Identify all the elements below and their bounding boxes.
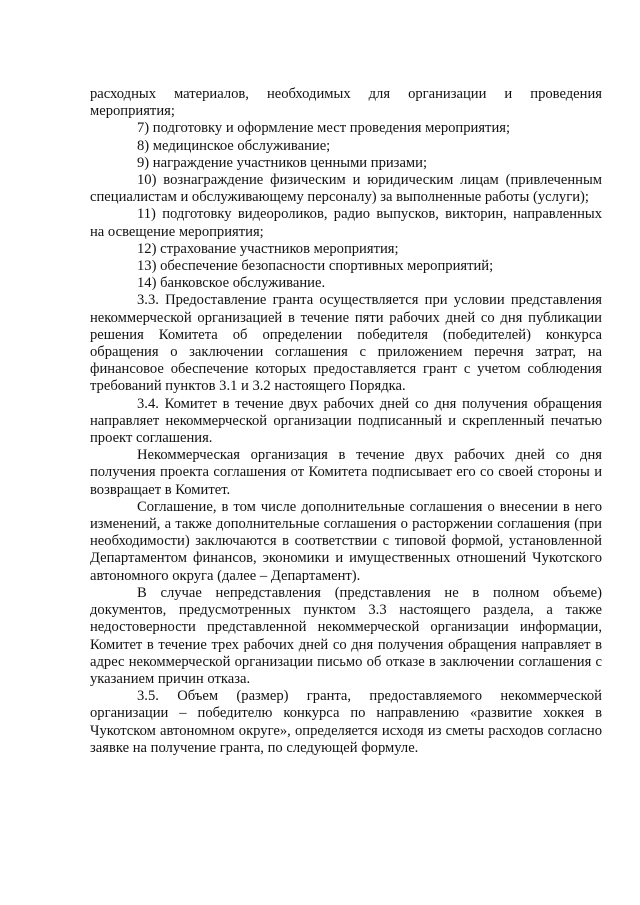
list-item-10: 10) вознаграждение физическим и юридическим лицам (привлеченным специалистам и обслуживающему персоналу) за выполненные работы (услуги); — [90, 172, 602, 206]
section-3-4: 3.4. Комитет в течение двух рабочих дней со дня получения обращения направляет некоммерческой организации подписанный и скрепленный печатью проект соглашения. — [90, 395, 602, 447]
list-item-11: 11) подготовку видеороликов, радио выпусков, викторин, направленных на освещение мероприятия; — [90, 206, 602, 240]
paragraph-expense-materials: расходных материалов, необходимых для организации и проведения мероприятия; — [90, 86, 602, 120]
list-item-9: 9) награждение участников ценными призами; — [137, 154, 428, 171]
list-item-14: 14) банковское обслуживание. — [137, 275, 326, 292]
paragraph-refusal: В случае непредставления (представления не в полном объеме) документов, предусмотренных пунктом 3.3 настоящего раздела, а также недостоверности представленной некоммерческой организации информации, Комитет в течение трех рабочих дней со дня получения обращения направляет в адрес некоммерческой организации письмо об отказе в заключении соглашения с указанием причин отказа. — [90, 584, 602, 687]
document-page — [90, 86, 602, 757]
list-item-7: 7) подготовку и оформление мест проведения мероприятия; — [137, 120, 511, 137]
paragraph-agreement-form: Соглашение, в том числе дополнительные соглашения о внесении в него изменений, а также дополнительные соглашения о расторжении соглашения (при необходимости) заключаются в соответствии с типовой формой, установленной Департаментом финансов, экономики и имущественных отношений Чукотского автономного округа (далее – Департамент). — [90, 498, 602, 584]
list-item-13: 13) обеспечение безопасности спортивных мероприятий; — [137, 258, 494, 275]
list-item-12: 12) страхование участников мероприятия; — [137, 240, 399, 257]
list-item-8: 8) медицинское обслуживание; — [137, 137, 331, 154]
paragraph-nko-signing: Некоммерческая организация в течение двух рабочих дней со дня получения проекта соглашения от Комитета подписывает его со своей стороны и возвращает в Комитет. — [90, 447, 602, 498]
section-3-3: 3.3. Предоставление гранта осуществляется при условии представления некоммерческой организацией в течение пяти рабочих дней со дня публикации решения Комитета об определении победителя (победителей) конкурса обращения о заключении соглашения с приложением перечня затрат, на финансовое обеспечение которых предоставляется грант с учетом соблюдения требований пунктов 3.1 и 3.2 настоящего Порядка. — [90, 292, 602, 395]
section-3-5: 3.5. Объем (размер) гранта, предоставляемого некоммерческой организации – победителю конкурса по направлению «развитие хоккея в Чукотском автономном округе», определяется исходя из сметы расходов согласно заявке на получение гранта, по следующей формуле. — [90, 688, 602, 756]
